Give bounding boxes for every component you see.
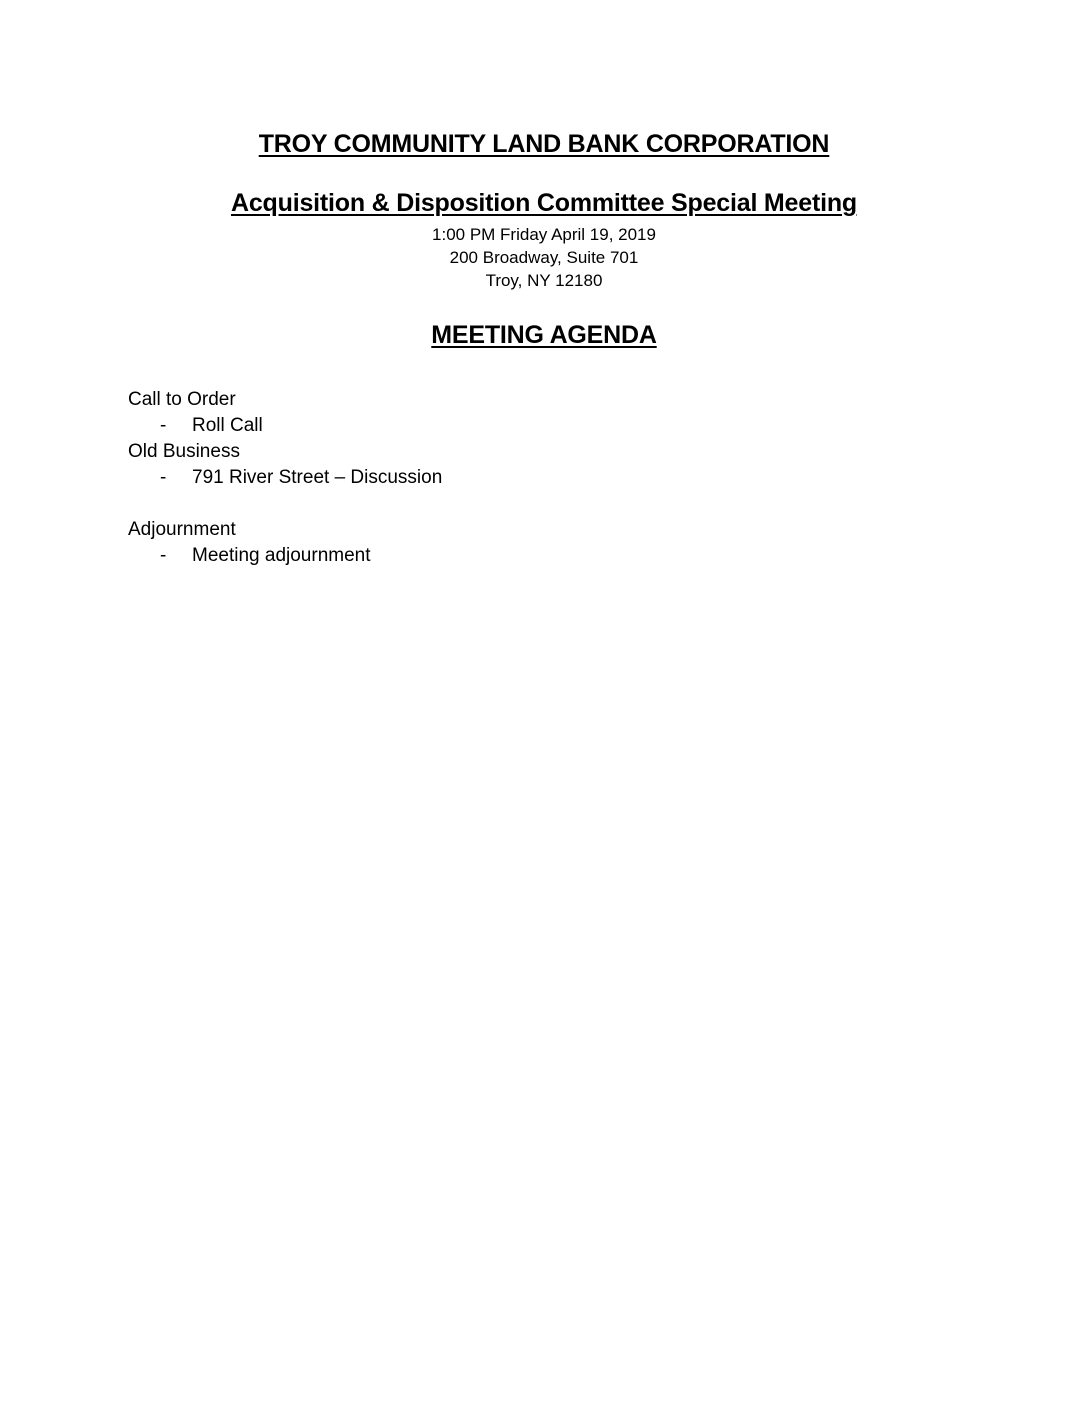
list-item-text: 791 River Street – Discussion — [192, 467, 443, 488]
agenda-section-adjournment — [128, 519, 928, 571]
meeting-datetime: 1:00 PM Friday April 19, 2019 — [432, 225, 656, 244]
agenda-section-call-to-order — [128, 389, 928, 441]
list-item-text: Meeting adjournment — [192, 545, 371, 566]
meeting-city: Troy, NY 12180 — [485, 271, 603, 290]
list-item-text: Roll Call — [192, 415, 263, 436]
list-item — [128, 415, 928, 441]
section-spacer — [128, 493, 928, 519]
section-heading: Old Business — [128, 441, 240, 462]
meeting-address: 200 Broadway, Suite 701 — [449, 248, 639, 267]
section-heading: Adjournment — [128, 519, 236, 540]
organization-title: TROY COMMUNITY LAND BANK CORPORATION — [258, 130, 830, 158]
agenda-title: MEETING AGENDA — [431, 321, 657, 349]
bullet-dash: - — [160, 467, 167, 488]
list-item — [128, 467, 928, 493]
meeting-title: Acquisition & Disposition Committee Special Meeting — [231, 189, 857, 217]
agenda-section-old-business — [128, 441, 928, 493]
list-item — [128, 545, 928, 571]
bullet-dash: - — [160, 545, 167, 566]
section-heading: Call to Order — [128, 389, 236, 410]
bullet-dash: - — [160, 415, 167, 436]
agenda-list — [128, 389, 928, 571]
